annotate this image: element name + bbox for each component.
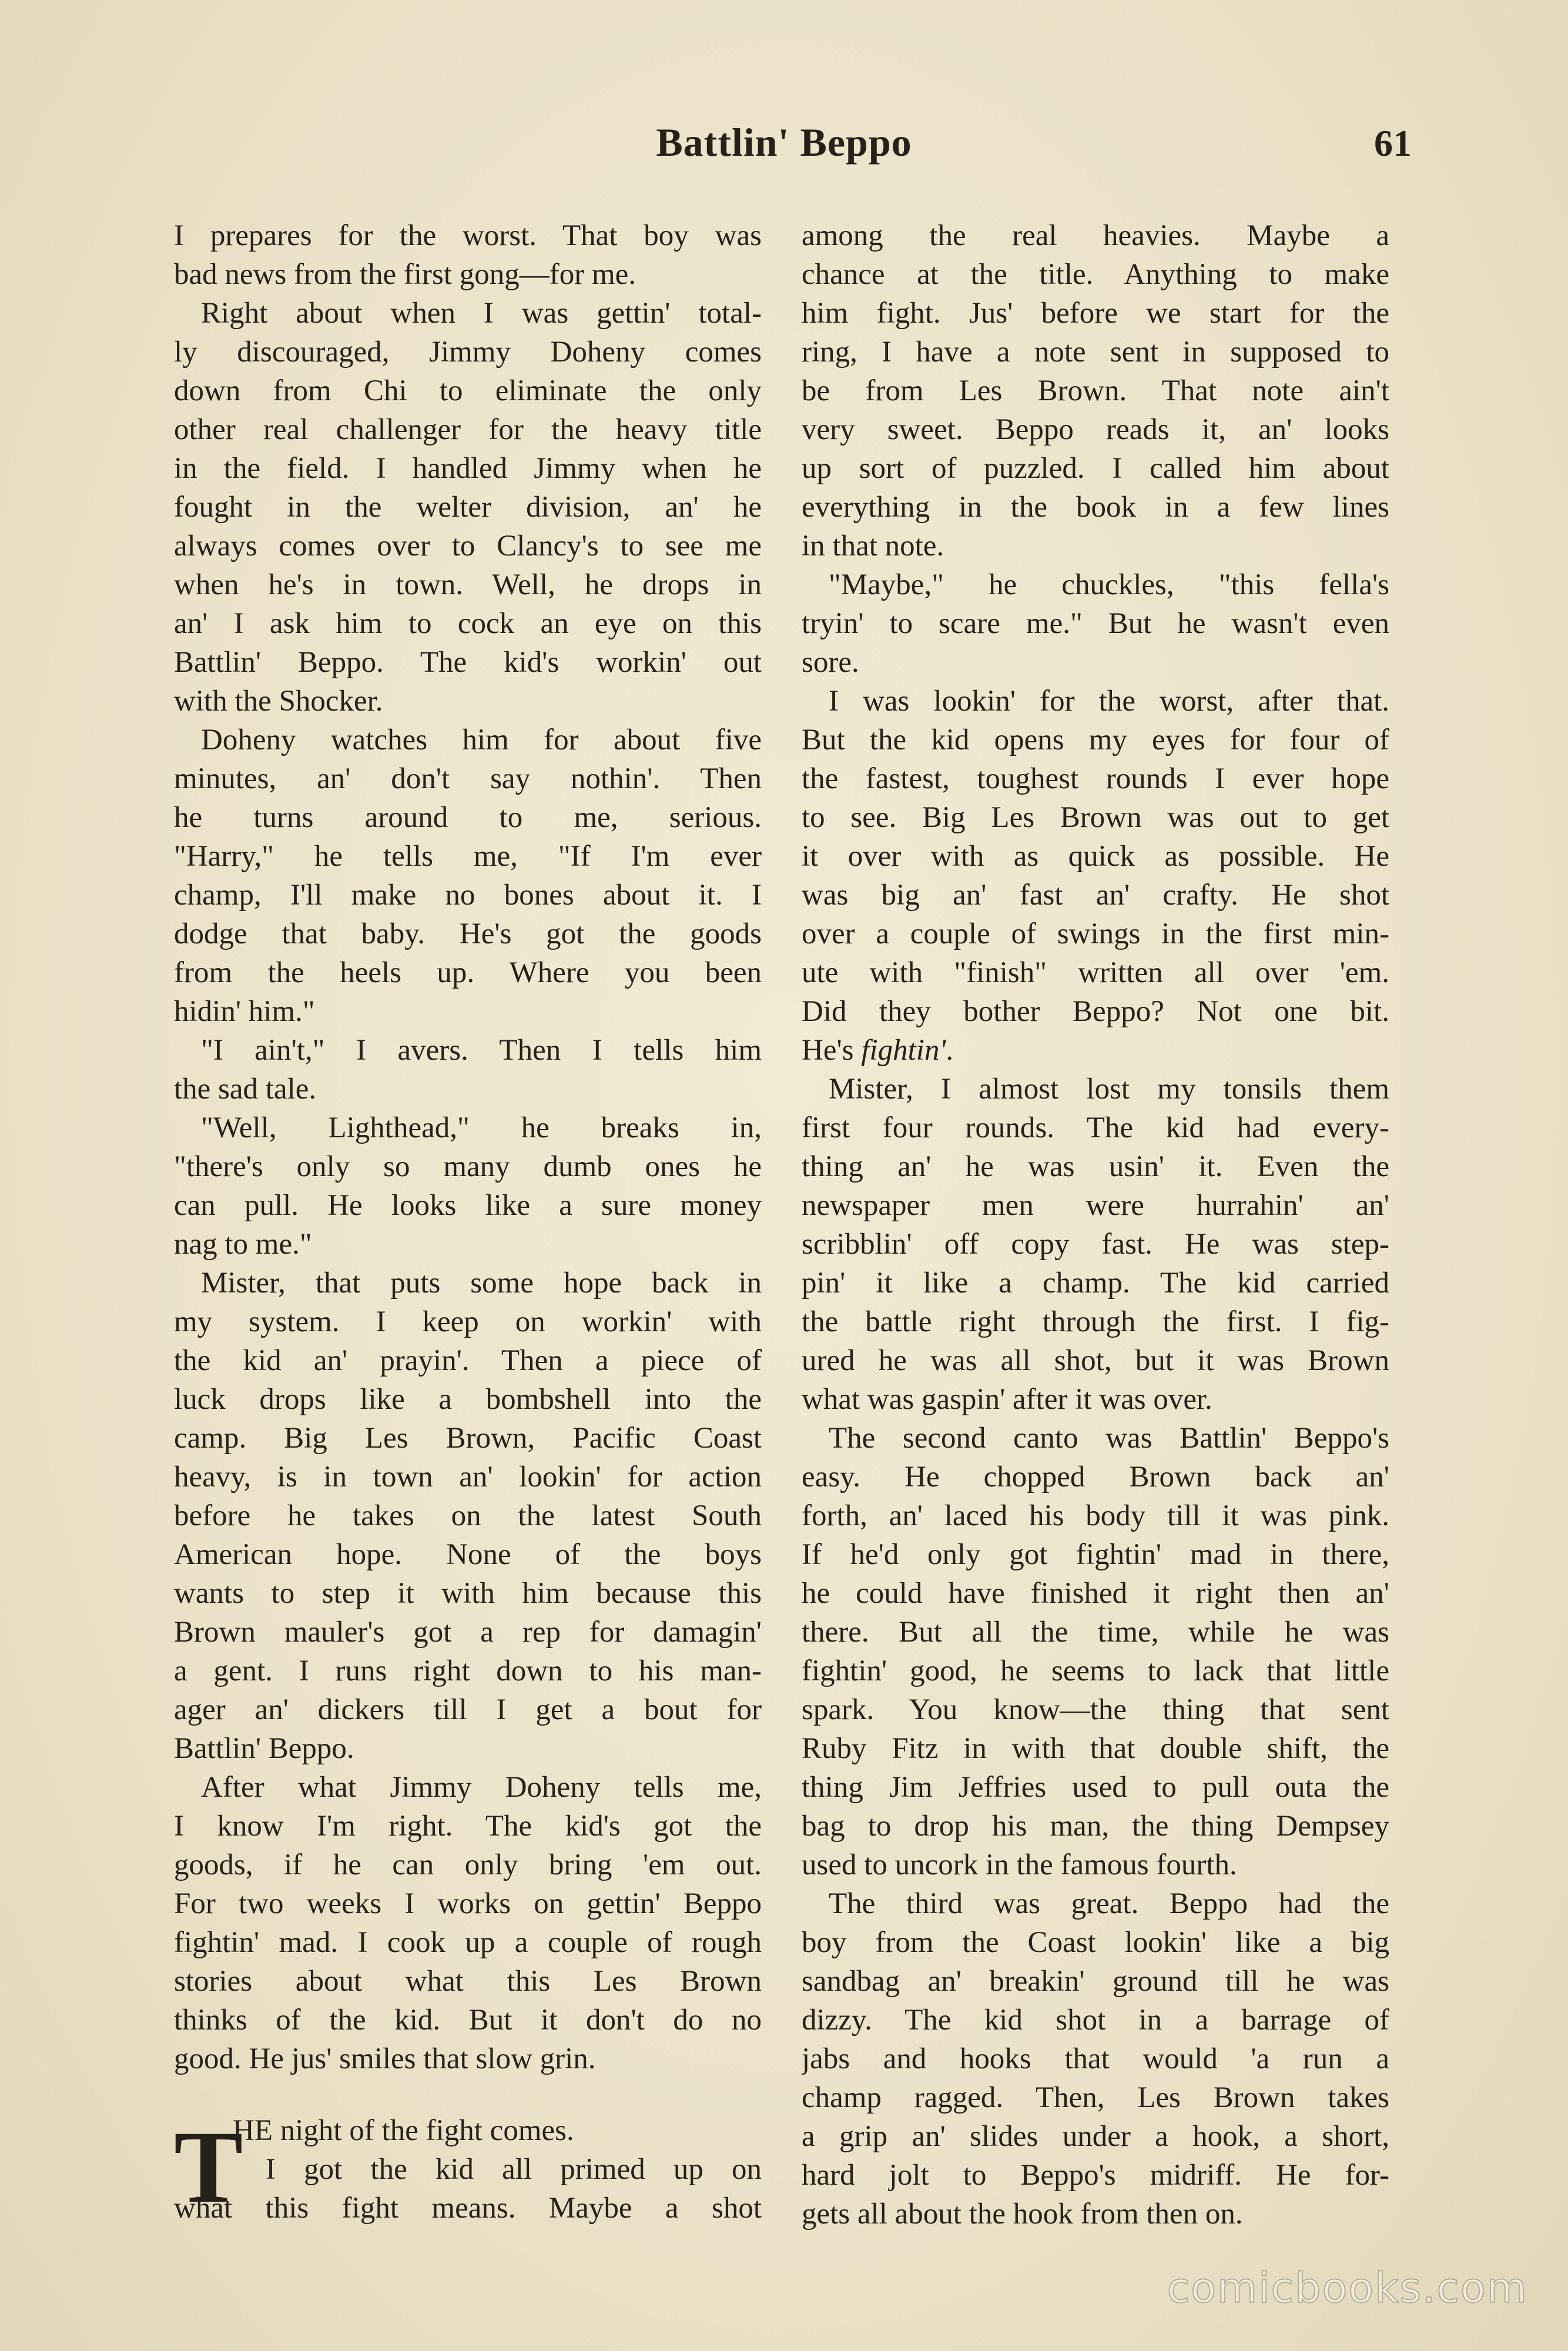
left-column <box>174 216 762 2078</box>
text-line: a grip an' slides under a hook, a short, <box>802 2120 1389 2153</box>
text-line: champ ragged. Then, Les Brown takes <box>802 2081 1389 2114</box>
text-line: fought in the welter division, an' he <box>174 491 762 524</box>
text-line: thing Jim Jeffries used to pull outa the <box>802 1771 1389 1804</box>
text-line: luck drops like a bombshell into the <box>174 1383 762 1416</box>
text-line: him fight. Jus' before we start for the <box>802 297 1389 330</box>
text-line: minutes, an' don't say nothin'. Then <box>174 762 762 795</box>
text-line: forth, an' laced his body till it was pink. <box>802 1499 1389 1532</box>
text-line: ager an' dickers till I get a bout for <box>174 1693 762 1726</box>
text-line: dizzy. The kid shot in a barrage of <box>802 2004 1389 2037</box>
text-line: scribblin' off copy fast. He was step- <box>802 1228 1389 1261</box>
watermark: comicbooks.com <box>1167 2264 1528 2312</box>
text-line: If he'd only got fightin' mad in there, <box>802 1538 1389 1571</box>
drop-cap: T <box>174 2110 243 2225</box>
text-line: newspaper men were hurrahin' an' <box>802 1189 1389 1222</box>
text-line: the kid an' prayin'. Then a piece of <box>174 1344 762 1377</box>
text-line: he turns around to me, serious. <box>174 801 762 834</box>
text-line: everything in the book in a few lines <box>802 491 1389 524</box>
text-line: HE night of the fight comes. <box>233 2114 574 2147</box>
text-line: first four rounds. The kid had every- <box>802 1111 1389 1144</box>
text-line: ured he was all shot, but it was Brown <box>802 1344 1389 1377</box>
text-line: Brown mauler's got a rep for damagin' <box>174 1616 762 1649</box>
text-line: Mister, that puts some hope back in <box>201 1267 762 1300</box>
text-line: an' I ask him to cock an eye on this <box>174 607 762 640</box>
text-line: fightin' good, he seems to lack that little <box>802 1655 1389 1687</box>
text-line: I know I'm right. The kid's got the <box>174 1810 762 1843</box>
text-line: Doheny watches him for about five <box>201 724 762 756</box>
text-line: He's fightin'. <box>802 1034 954 1067</box>
text-line: champ, I'll make no bones about it. I <box>174 879 762 912</box>
text-line: "I ain't," I avers. Then I tells him <box>201 1034 762 1067</box>
text-line: Ruby Fitz in with that double shift, the <box>802 1732 1389 1765</box>
text-line: nag to me." <box>174 1228 312 1261</box>
text-line: "Well, Lighthead," he breaks in, <box>201 1111 762 1144</box>
text-line: down from Chi to eliminate the only <box>174 374 762 407</box>
text-line: up sort of puzzled. I called him about <box>802 452 1389 485</box>
text-line: in that note. <box>802 530 944 562</box>
text-line: a gent. I runs right down to his man- <box>174 1655 762 1687</box>
section-break-paragraph <box>174 2111 762 2228</box>
text-line: American hope. None of the boys <box>174 1538 762 1571</box>
text-line: what this fight means. Maybe a shot <box>174 2192 762 2225</box>
text-line: "there's only so many dumb ones he <box>174 1150 762 1183</box>
text-line: "Harry," he tells me, "If I'm ever <box>174 840 762 873</box>
text-line: among the real heavies. Maybe a <box>802 219 1389 252</box>
text-line: when he's in town. Well, he drops in <box>174 568 762 601</box>
text-line: Battlin' Beppo. <box>174 1732 354 1765</box>
text-line: bad news from the first gong—for me. <box>174 258 636 291</box>
text-line: I got the kid all primed up on <box>266 2153 762 2186</box>
text-line: Battlin' Beppo. The kid's workin' out <box>174 646 762 679</box>
text-line: chance at the title. Anything to make <box>802 258 1389 291</box>
text-line: Right about when I was gettin' total- <box>201 297 762 330</box>
text-line: stories about what this Les Brown <box>174 1965 762 1998</box>
text-line: can pull. He looks like a sure money <box>174 1189 762 1222</box>
text-line: be from Les Brown. That note ain't <box>802 374 1389 407</box>
text-line: fightin' mad. I cook up a couple of rough <box>174 1926 762 1959</box>
text-line: very sweet. Beppo reads it, an' looks <box>802 413 1389 446</box>
text-line: ly discouraged, Jimmy Doheny comes <box>174 336 762 369</box>
text-line: After what Jimmy Doheny tells me, <box>201 1771 762 1804</box>
text-line: Mister, I almost lost my tonsils them <box>829 1073 1389 1106</box>
text-line: he could have finished it right then an' <box>802 1577 1389 1610</box>
text-line: it over with as quick as possible. He <box>802 840 1389 873</box>
text-line: boy from the Coast lookin' like a big <box>802 1926 1389 1959</box>
text-line: thing an' he was usin' it. Even the <box>802 1150 1389 1183</box>
text-line: tryin' to scare me." But he wasn't even <box>802 607 1389 640</box>
text-line: good. He jus' smiles that slow grin. <box>174 2042 596 2075</box>
text-line: in the field. I handled Jimmy when he <box>174 452 762 485</box>
text-line: jabs and hooks that would 'a run a <box>802 2042 1389 2075</box>
text-line: pin' it like a champ. The kid carried <box>802 1267 1389 1300</box>
text-line: Did they bother Beppo? Not one bit. <box>802 995 1389 1028</box>
text-line: over a couple of swings in the first min- <box>802 917 1389 950</box>
text-line: bag to drop his man, the thing Dempsey <box>802 1810 1389 1843</box>
text-line: from the heels up. Where you been <box>174 956 762 989</box>
text-line: sore. <box>802 646 859 679</box>
text-line: gets all about the hook from then on. <box>802 2198 1243 2231</box>
text-line: heavy, is in town an' lookin' for action <box>174 1461 762 1493</box>
text-line: there. But all the time, while he was <box>802 1616 1389 1649</box>
text-line: to see. Big Les Brown was out to get <box>802 801 1389 834</box>
text-line: dodge that baby. He's got the goods <box>174 917 762 950</box>
text-line: I prepares for the worst. That boy was <box>174 219 762 252</box>
text-line: hard jolt to Beppo's midriff. He for- <box>802 2159 1389 2192</box>
text-line: spark. You know—the thing that sent <box>802 1693 1389 1726</box>
text-line: camp. Big Les Brown, Pacific Coast <box>174 1422 762 1455</box>
text-line: always comes over to Clancy's to see me <box>174 530 762 562</box>
text-line: But the kid opens my eyes for four of <box>802 724 1389 756</box>
text-line: with the Shocker. <box>174 685 383 718</box>
page-number: 61 <box>1374 122 1412 164</box>
text-line: I was lookin' for the worst, after that. <box>829 685 1389 718</box>
right-column <box>802 216 1389 2233</box>
text-line: sandbag an' breakin' ground till he was <box>802 1965 1389 1998</box>
text-line: ring, I have a note sent in supposed to <box>802 336 1389 369</box>
text-line: The second canto was Battlin' Beppo's <box>829 1422 1389 1455</box>
text-line: other real challenger for the heavy title <box>174 413 762 446</box>
text-line: "Maybe," he chuckles, "this fella's <box>829 568 1389 601</box>
running-title: Battlin' Beppo <box>656 120 912 165</box>
text-line: For two weeks I works on gettin' Beppo <box>174 1887 762 1920</box>
text-line: before he takes on the latest South <box>174 1499 762 1532</box>
text-line: the battle right through the first. I fig- <box>802 1305 1389 1338</box>
text-line: the fastest, toughest rounds I ever hope <box>802 762 1389 795</box>
text-line: goods, if he can only bring 'em out. <box>174 1848 762 1881</box>
text-line: was big an' fast an' crafty. He shot <box>802 879 1389 912</box>
text-line: my system. I keep on workin' with <box>174 1305 762 1338</box>
text-line: hidin' him." <box>174 995 315 1028</box>
text-line: The third was great. Beppo had the <box>829 1887 1389 1920</box>
text-line: thinks of the kid. But it don't do no <box>174 2004 762 2037</box>
text-line: easy. He chopped Brown back an' <box>802 1461 1389 1493</box>
text-line: ute with "finish" written all over 'em. <box>802 956 1389 989</box>
text-line: used to uncork in the famous fourth. <box>802 1848 1237 1881</box>
text-line: what was gaspin' after it was over. <box>802 1383 1212 1416</box>
text-line: wants to step it with him because this <box>174 1577 762 1610</box>
text-line: the sad tale. <box>174 1073 317 1106</box>
